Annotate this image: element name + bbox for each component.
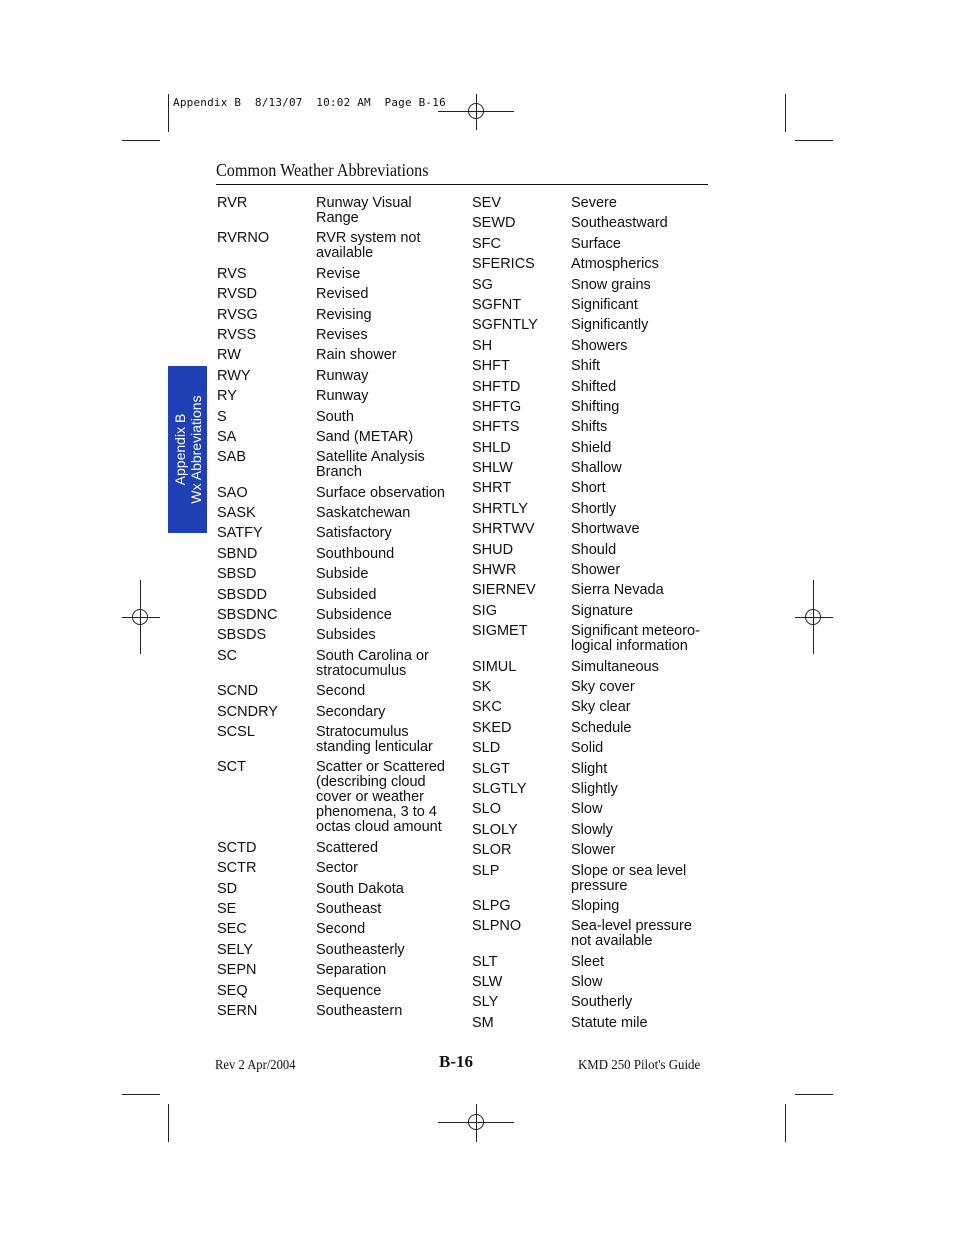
abbreviation-entry	[217, 922, 457, 937]
abbreviation-definition: Southbound	[316, 545, 395, 562]
abbreviation-code: RVS	[217, 265, 247, 282]
abbreviation-definition: Slight	[571, 760, 608, 777]
abbreviation-definition: Sequence	[316, 982, 382, 999]
abbreviation-entry	[472, 563, 712, 578]
abbreviation-definition: Signature	[571, 602, 634, 619]
abbreviation-definition: Saskatchewan	[316, 505, 411, 522]
abbreviation-definition: Scattered	[316, 839, 379, 856]
footer-page-number: B-16	[439, 1052, 473, 1071]
abbreviation-code: SLPNO	[472, 918, 522, 935]
abbreviation-code: SLOLY	[472, 821, 518, 838]
abbreviation-definition: Significant meteoro- logical information	[571, 623, 700, 655]
abbreviation-code: SBND	[217, 545, 258, 562]
abbreviation-code: SFC	[472, 235, 501, 252]
abbreviation-definition: Revises	[316, 326, 368, 343]
abbreviation-code: SD	[217, 880, 238, 897]
abbreviation-entry	[472, 899, 712, 914]
abbreviation-entry	[472, 543, 712, 558]
abbreviation-code: SEC	[217, 921, 247, 938]
abbreviation-definition: Subside	[316, 566, 369, 583]
abbreviation-definition: Slow	[571, 801, 603, 818]
abbreviation-code: SHFT	[472, 358, 510, 375]
abbreviation-entry	[472, 196, 712, 211]
abbreviation-entry	[217, 287, 457, 302]
abbreviation-definition: South Dakota	[316, 880, 404, 897]
abbreviation-code: SAO	[217, 484, 248, 501]
abbreviation-entry	[472, 420, 712, 435]
abbreviation-entry	[472, 583, 712, 598]
abbreviation-entry	[472, 680, 712, 695]
abbreviation-code: SKED	[472, 719, 512, 736]
registration-circle	[468, 1114, 484, 1130]
abbreviation-code: SATFY	[217, 525, 263, 542]
abbreviation-definition: Atmospherics	[571, 256, 659, 273]
footer-guide-title: KMD 250 Pilot's Guide	[578, 1058, 701, 1073]
abbreviation-entry	[217, 882, 457, 897]
abbreviation-definition: Slower	[571, 842, 616, 859]
abbreviation-entry	[217, 1004, 457, 1019]
abbreviation-entry	[472, 461, 712, 476]
abbreviation-entry	[217, 196, 457, 226]
abbreviation-entry	[217, 526, 457, 541]
abbreviation-entry	[472, 741, 712, 756]
abbreviation-code: SLD	[472, 740, 501, 757]
abbreviation-entry	[472, 660, 712, 675]
abbreviation-definition: Sleet	[571, 953, 605, 970]
abbreviation-code: SLW	[472, 974, 503, 991]
abbreviation-definition: Sloping	[571, 897, 620, 914]
abbreviation-code: SH	[472, 337, 493, 354]
abbreviation-code: SLOR	[472, 842, 512, 859]
abbreviation-definition: Significant	[571, 296, 638, 313]
abbreviation-entry	[472, 380, 712, 395]
abbreviation-definition: Runway Visual Range	[316, 195, 412, 226]
abbreviation-entry	[472, 843, 712, 858]
abbreviation-definition: Southeastward	[571, 215, 668, 232]
abbreviation-definition: Shower	[571, 562, 621, 579]
abbreviation-code: RVSS	[217, 326, 257, 343]
abbreviation-definition: Sector	[316, 860, 358, 877]
abbreviation-definition: Subsided	[316, 586, 377, 603]
title-rule	[216, 184, 708, 185]
abbreviation-code: SC	[217, 647, 238, 664]
abbreviation-code: SEQ	[217, 982, 248, 999]
abbreviation-definition: Shifts	[571, 419, 608, 436]
abbreviation-definition: Shifted	[571, 378, 617, 395]
abbreviation-definition: Short	[571, 480, 606, 497]
abbreviation-column-left	[217, 196, 457, 1024]
registration-circle	[805, 609, 821, 625]
abbreviation-definition: Slightly	[571, 780, 618, 797]
abbreviation-entry	[472, 298, 712, 313]
abbreviation-entry	[472, 864, 712, 894]
abbreviation-definition: Sky cover	[571, 678, 635, 695]
abbreviation-entry	[217, 410, 457, 425]
crop-mark	[122, 1094, 160, 1095]
abbreviation-entry	[217, 760, 457, 835]
abbreviation-entry	[472, 624, 712, 654]
section-title: Common Weather Abbreviations	[216, 160, 429, 180]
abbreviation-entry	[217, 841, 457, 856]
abbreviation-definition: Simultaneous	[571, 658, 659, 675]
abbreviation-entry	[217, 608, 457, 623]
abbreviation-definition: Southeastern	[316, 1002, 403, 1019]
abbreviation-definition: Shortwave	[571, 521, 640, 538]
abbreviation-definition: Slowly	[571, 821, 613, 838]
abbreviation-entry	[472, 782, 712, 797]
abbreviation-entry	[217, 328, 457, 343]
abbreviation-code: SHRT	[472, 480, 512, 497]
abbreviation-code: SBSDD	[217, 586, 267, 603]
abbreviation-code: SLT	[472, 953, 498, 970]
abbreviation-code: SHFTG	[472, 398, 522, 415]
abbreviation-definition: Sand (METAR)	[316, 428, 414, 445]
abbreviation-code: SIG	[472, 602, 497, 619]
abbreviation-entry	[217, 267, 457, 282]
abbreviation-code: SLGTLY	[472, 780, 527, 797]
abbreviation-code: SHWR	[472, 562, 517, 579]
abbreviation-code: SA	[217, 428, 237, 445]
abbreviation-entry	[217, 430, 457, 445]
abbreviation-definition: Sea-level pressure not available	[571, 918, 692, 950]
abbreviation-entry	[472, 359, 712, 374]
abbreviation-code: SIMUL	[472, 658, 517, 675]
crop-mark	[795, 1094, 833, 1095]
abbreviation-code: SCT	[217, 759, 246, 776]
abbreviation-code: SERN	[217, 1002, 258, 1019]
abbreviation-definition: Subsides	[316, 627, 376, 644]
abbreviation-code: SHFTS	[472, 419, 520, 436]
abbreviation-code: SHFTD	[472, 378, 521, 395]
abbreviation-definition: Southeast	[316, 900, 382, 917]
abbreviation-code: SCTR	[217, 860, 257, 877]
abbreviation-code: SHLW	[472, 460, 513, 477]
abbreviation-code: SBSDNC	[217, 607, 278, 624]
abbreviation-definition: Scatter or Scattered (describing cloud cover or weather phenomena, 3 to 4 octas cloud amount	[316, 759, 445, 836]
abbreviation-code: SKC	[472, 699, 502, 716]
abbreviation-entry	[217, 348, 457, 363]
abbreviation-entry	[472, 216, 712, 231]
abbreviation-definition: Revised	[316, 286, 369, 303]
crop-mark	[785, 94, 786, 132]
abbreviation-definition: Shortly	[571, 500, 617, 517]
abbreviation-definition: Subsidence	[316, 607, 392, 624]
abbreviation-definition: Revise	[316, 265, 361, 282]
abbreviation-entry	[217, 725, 457, 755]
abbreviation-code: SHRTLY	[472, 500, 528, 517]
abbreviation-entry	[472, 1016, 712, 1031]
crop-mark	[168, 94, 169, 132]
abbreviation-code: SLPG	[472, 897, 511, 914]
abbreviation-code: RVSD	[217, 286, 258, 303]
abbreviation-definition: Second	[316, 683, 366, 700]
crop-mark	[795, 140, 833, 141]
abbreviation-definition: Satellite Analysis Branch	[316, 449, 425, 481]
abbreviation-entry	[217, 588, 457, 603]
abbreviation-entry	[217, 649, 457, 679]
abbreviation-code: S	[217, 408, 227, 425]
abbreviation-code: SEPN	[217, 962, 257, 979]
abbreviation-definition: Slow	[571, 974, 603, 991]
abbreviation-code: SCND	[217, 683, 259, 700]
abbreviation-entry	[472, 975, 712, 990]
abbreviation-entry	[472, 955, 712, 970]
abbreviation-definition: Shield	[571, 439, 612, 456]
abbreviation-definition: Shift	[571, 358, 601, 375]
abbreviation-code: SCSL	[217, 723, 255, 740]
abbreviation-code: RY	[217, 388, 237, 405]
abbreviation-entry	[472, 802, 712, 817]
abbreviation-code: SBSD	[217, 566, 257, 583]
crop-mark	[122, 140, 160, 141]
abbreviation-entry	[217, 486, 457, 501]
abbreviation-definition: Sky clear	[571, 699, 631, 716]
abbreviation-definition: Surface observation	[316, 484, 445, 501]
abbreviation-entry	[472, 318, 712, 333]
side-tab-line2: Wx Abbreviations	[187, 395, 204, 504]
abbreviation-definition: Shallow	[571, 460, 622, 477]
footer-revision: Rev 2 Apr/2004	[215, 1058, 296, 1073]
abbreviation-definition: Slope or sea level pressure	[571, 862, 687, 894]
abbreviation-definition: Rain shower	[316, 347, 397, 364]
abbreviation-definition: Surface	[571, 235, 621, 252]
abbreviation-definition: Statute mile	[571, 1014, 648, 1031]
abbreviation-definition: Revising	[316, 306, 372, 323]
abbreviation-column-right	[472, 196, 712, 1036]
abbreviation-entry	[472, 257, 712, 272]
abbreviation-entry	[217, 567, 457, 582]
abbreviation-code: SIGMET	[472, 623, 528, 640]
abbreviation-entry	[217, 450, 457, 480]
abbreviation-entry	[217, 684, 457, 699]
abbreviation-definition: Schedule	[571, 719, 632, 736]
abbreviation-entry	[472, 400, 712, 415]
abbreviation-entry	[472, 502, 712, 517]
abbreviation-code: SG	[472, 276, 493, 293]
abbreviation-definition: Showers	[571, 337, 628, 354]
abbreviation-code: SM	[472, 1014, 494, 1031]
abbreviation-entry	[472, 823, 712, 838]
abbreviation-definition: Second	[316, 921, 366, 938]
side-tab	[168, 366, 207, 533]
print-slug: Appendix B 8/13/07 10:02 AM Page B-16	[173, 96, 446, 109]
abbreviation-entry	[472, 604, 712, 619]
abbreviation-code: SEWD	[472, 215, 516, 232]
abbreviation-entry	[217, 369, 457, 384]
side-tab-text	[168, 366, 207, 533]
abbreviation-entry	[217, 308, 457, 323]
abbreviation-entry	[217, 547, 457, 562]
abbreviation-entry	[472, 721, 712, 736]
abbreviation-entry	[472, 237, 712, 252]
abbreviation-code: RW	[217, 347, 241, 364]
side-tab-line1: Appendix B	[171, 413, 188, 486]
abbreviation-code: SFERICS	[472, 256, 535, 273]
abbreviation-code: SLO	[472, 801, 502, 818]
abbreviation-definition: Sierra Nevada	[571, 582, 664, 599]
abbreviation-entry	[217, 984, 457, 999]
abbreviation-definition: Satisfactory	[316, 525, 392, 542]
abbreviation-entry	[472, 700, 712, 715]
abbreviation-code: RVSG	[217, 306, 258, 323]
abbreviation-definition: Severe	[571, 195, 617, 211]
abbreviation-entry	[472, 919, 712, 949]
abbreviation-entry	[472, 278, 712, 293]
abbreviation-code: RWY	[217, 367, 251, 384]
abbreviation-entry	[472, 995, 712, 1010]
abbreviation-code: SGFNTLY	[472, 317, 538, 334]
abbreviation-entry	[217, 705, 457, 720]
abbreviation-definition: Snow grains	[571, 276, 651, 293]
abbreviation-definition: Solid	[571, 740, 604, 757]
abbreviation-definition: South Carolina or stratocumulus	[316, 647, 429, 679]
abbreviation-entry	[217, 389, 457, 404]
abbreviation-entry	[217, 902, 457, 917]
abbreviation-entry	[217, 231, 457, 261]
abbreviation-code: SLGT	[472, 760, 510, 777]
abbreviation-definition: Runway	[316, 367, 369, 384]
abbreviation-definition: Separation	[316, 962, 387, 979]
abbreviation-code: SHRTWV	[472, 521, 535, 538]
abbreviation-code: SIERNEV	[472, 582, 536, 599]
abbreviation-code: SBSDS	[217, 627, 267, 644]
abbreviation-definition: Southerly	[571, 994, 633, 1011]
crop-mark	[168, 1104, 169, 1142]
abbreviation-definition: Runway	[316, 388, 369, 405]
abbreviation-entry	[217, 943, 457, 958]
abbreviation-code: RVRNO	[217, 230, 270, 247]
abbreviation-code: SCTD	[217, 839, 257, 856]
abbreviation-code: SGFNT	[472, 296, 522, 313]
abbreviation-code: SASK	[217, 505, 256, 522]
abbreviation-code: SHLD	[472, 439, 511, 456]
abbreviation-entry	[472, 762, 712, 777]
abbreviation-entry	[472, 441, 712, 456]
abbreviation-code: RVR	[217, 195, 248, 211]
crop-mark	[785, 1104, 786, 1142]
abbreviation-entry	[217, 506, 457, 521]
abbreviation-entry	[217, 628, 457, 643]
abbreviation-definition: South	[316, 408, 354, 425]
registration-circle	[132, 609, 148, 625]
abbreviation-code: SHUD	[472, 541, 514, 558]
abbreviation-definition: Shifting	[571, 398, 620, 415]
abbreviation-code: SE	[217, 900, 237, 917]
abbreviation-code: SEV	[472, 195, 502, 211]
abbreviation-definition: Significantly	[571, 317, 649, 334]
abbreviation-code: SELY	[217, 941, 254, 958]
abbreviation-code: SCNDRY	[217, 703, 278, 720]
abbreviation-definition: Secondary	[316, 703, 386, 720]
abbreviation-definition: Stratocumulus standing lenticular	[316, 723, 433, 755]
abbreviation-code: SAB	[217, 449, 247, 466]
abbreviation-definition: Southeasterly	[316, 941, 405, 958]
abbreviation-code: SK	[472, 678, 492, 695]
abbreviation-entry	[217, 861, 457, 876]
abbreviation-entry	[472, 522, 712, 537]
abbreviation-definition: RVR system not available	[316, 230, 421, 262]
abbreviation-code: SLY	[472, 994, 499, 1011]
abbreviation-entry	[472, 481, 712, 496]
abbreviation-definition: Should	[571, 541, 617, 558]
abbreviation-entry	[217, 963, 457, 978]
abbreviation-code: SLP	[472, 862, 500, 879]
abbreviation-entry	[472, 339, 712, 354]
registration-circle	[468, 103, 484, 119]
